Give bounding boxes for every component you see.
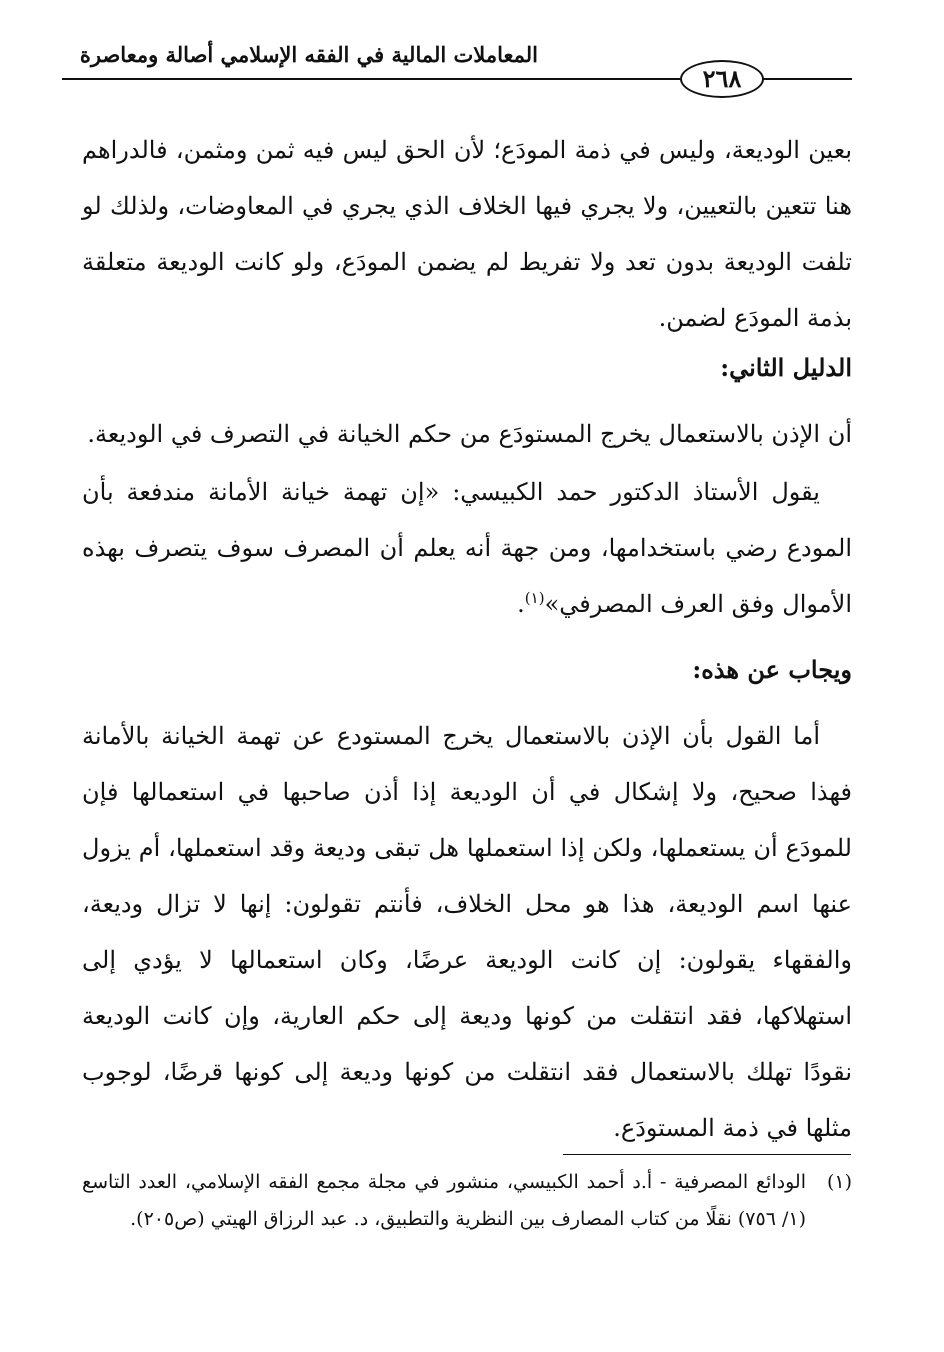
paragraph-second-evidence: أن الإذن بالاستعمال يخرج المستودَع من حكم الخيانة في التصرف في الوديعة. [87,420,852,448]
footnote-marker: (١) [826,1171,852,1193]
header-rule [62,78,680,80]
paragraph-reply: أما القول بأن الإذن بالاستعمال يخرج المستودع عن تهمة الخيانة بالأمانة فهذا صحيح، ولا إشكال في أن الوديعة إذا أذن صاحبها في استعمالها فإن للمودَع أن يستعملها، ولكن إذا استعملها هل تبقى وديعة وقد استعملها، أم يزول عنها اسم الوديعة، هذا هو محل الخلاف، فأنتم تقولون: إنها لا تزال وديعة، والفقهاء يقولون: إن كانت الوديعة عرضًا، وكان استعمالها لا يؤدي إلى استهلاكها، فقد انتقلت من كونها وديعة إلى حكم العارية، وإن كانت الوديعة نقودًا تهلك بالاستعمال فقد انتقلت من كونها وديعة إلى كونها قرضًا، لوجوب مثلها في ذمة المستودَع. [82,722,852,1142]
footnote-text: الودائع المصرفية - أ.د أحمد الكبيسي، منشور في مجلة مجمع الفقه الإسلامي، العدد التاسع (١/ ٧٥٦) نقلًا من كتاب المصارف بين النظرية والتطبيق، د. عبد الرزاق الهيتي (ص٢٠٥). [82,1171,806,1230]
running-title: المعاملات المالية في الفقه الإسلامي أصالة ومعاصرة [79,42,538,67]
footnote-reference[interactable]: (١) [524,589,545,607]
quote-end: . [517,590,525,618]
page-number: ٢٦٨ [680,60,764,98]
footnote [82,1164,852,1238]
header-rule [760,78,852,80]
quote-text: يقول الأستاذ الدكتور حمد الكبيسي: «إن تهمة خيانة الأمانة مندفعة بأن المودع رضي باستخدامها، ومن جهة أنه يعلم أن المصرف سوف يتصرف بهذه الأموال وفق العرف المصرفي» [82,478,852,618]
heading-reply: ويجاب عن هذه: [692,655,852,684]
paragraph-quote-kubaisi [82,464,852,632]
footnote-rule [563,1154,851,1155]
paragraph-intro: بعين الوديعة، وليس في ذمة المودَع؛ لأن الحق ليس فيه ثمن ومثمن، فالدراهم هنا تتعين بالتعيين، ولا يجري فيها الخلاف الذي يجري في المعاوضات، ولذلك لو تلفت الوديعة بدون تعد ولا تفريط لم يضمن المودَع، ولو كانت الوديعة متعلقة بذمة المودَع لضمن. [82,136,852,332]
heading-second-evidence: الدليل الثاني: [720,353,852,382]
